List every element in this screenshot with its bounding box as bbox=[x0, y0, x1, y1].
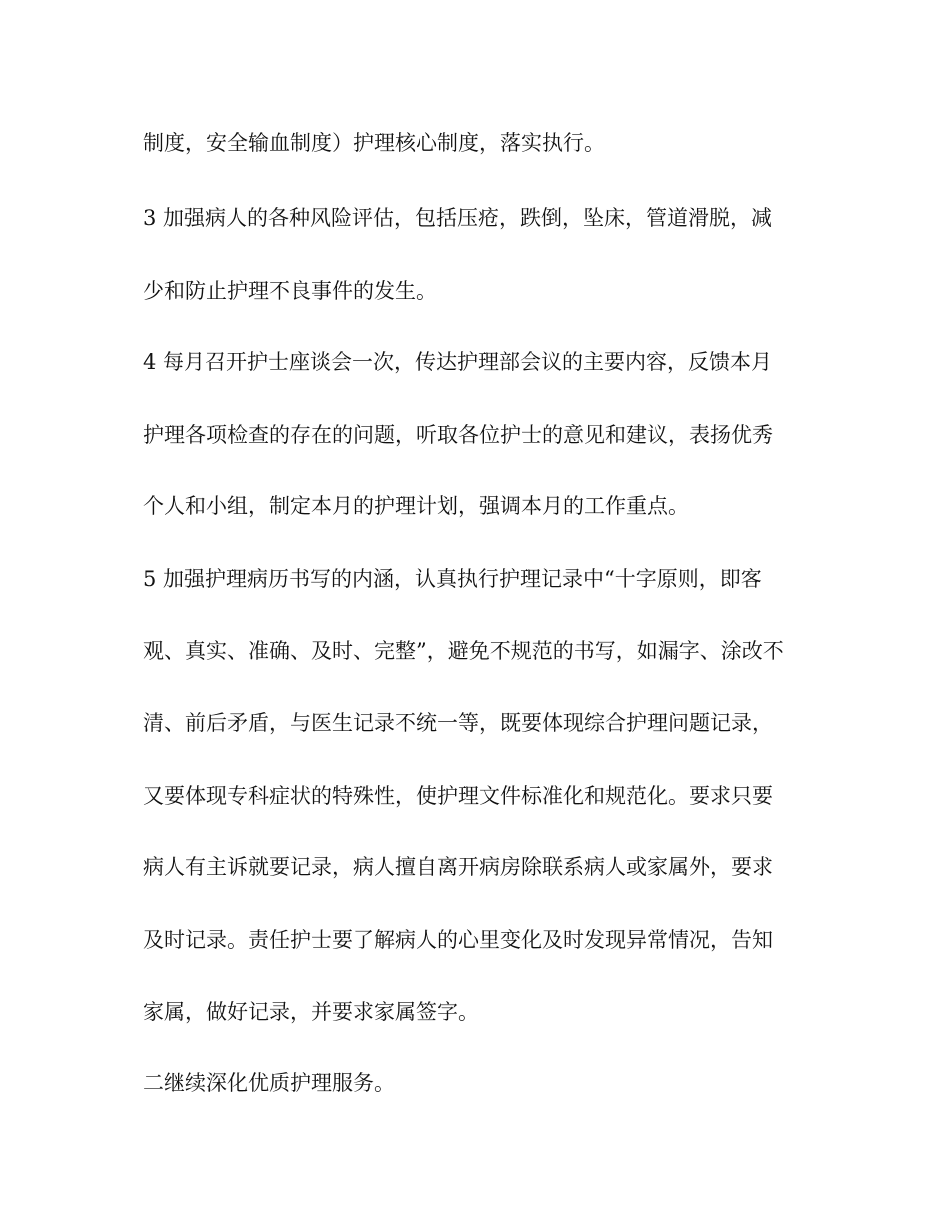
text-line: 家属，做好记录，并要求家属签字。 bbox=[143, 1000, 479, 1024]
text-line: 病人有主诉就要记录，病人擅自离开病房除联系病人或家属外，要求 bbox=[143, 855, 773, 879]
text-line: 4 每月召开护士座谈会一次，传达护理部会议的主要内容，反馈本月 bbox=[143, 350, 773, 374]
text-line: 观、真实、准确、及时、完整”，避免不规范的书写，如漏字、涂改不 bbox=[143, 639, 784, 663]
text-line: 护理各项检查的存在的问题，听取各位护士的意见和建议，表扬优秀 bbox=[143, 423, 773, 447]
text-line: 及时记录。责任护士要了解病人的心里变化及时发现异常情况，告知 bbox=[143, 928, 773, 952]
text-line: 又要体现专科症状的特殊性，使护理文件标准化和规范化。要求只要 bbox=[143, 784, 773, 808]
text-line: 清、前后矛盾，与医生记录不统一等，既要体现综合护理问题记录， bbox=[143, 711, 773, 735]
section-heading: 二继续深化优质护理服务。 bbox=[143, 1071, 395, 1095]
text-line: 5 加强护理病历书写的内涵，认真执行护理记录中“十字原则，即客 bbox=[143, 567, 762, 591]
text-line: 制度，安全输血制度）护理核心制度，落实执行。 bbox=[143, 131, 605, 155]
text-line: 个人和小组，制定本月的护理计划，强调本月的工作重点。 bbox=[143, 494, 689, 518]
text-line: 3 加强病人的各种风险评估，包括压疮，跌倒，坠床，管道滑脱，减 bbox=[143, 206, 773, 230]
text-line: 少和防止护理不良事件的发生。 bbox=[143, 279, 437, 303]
